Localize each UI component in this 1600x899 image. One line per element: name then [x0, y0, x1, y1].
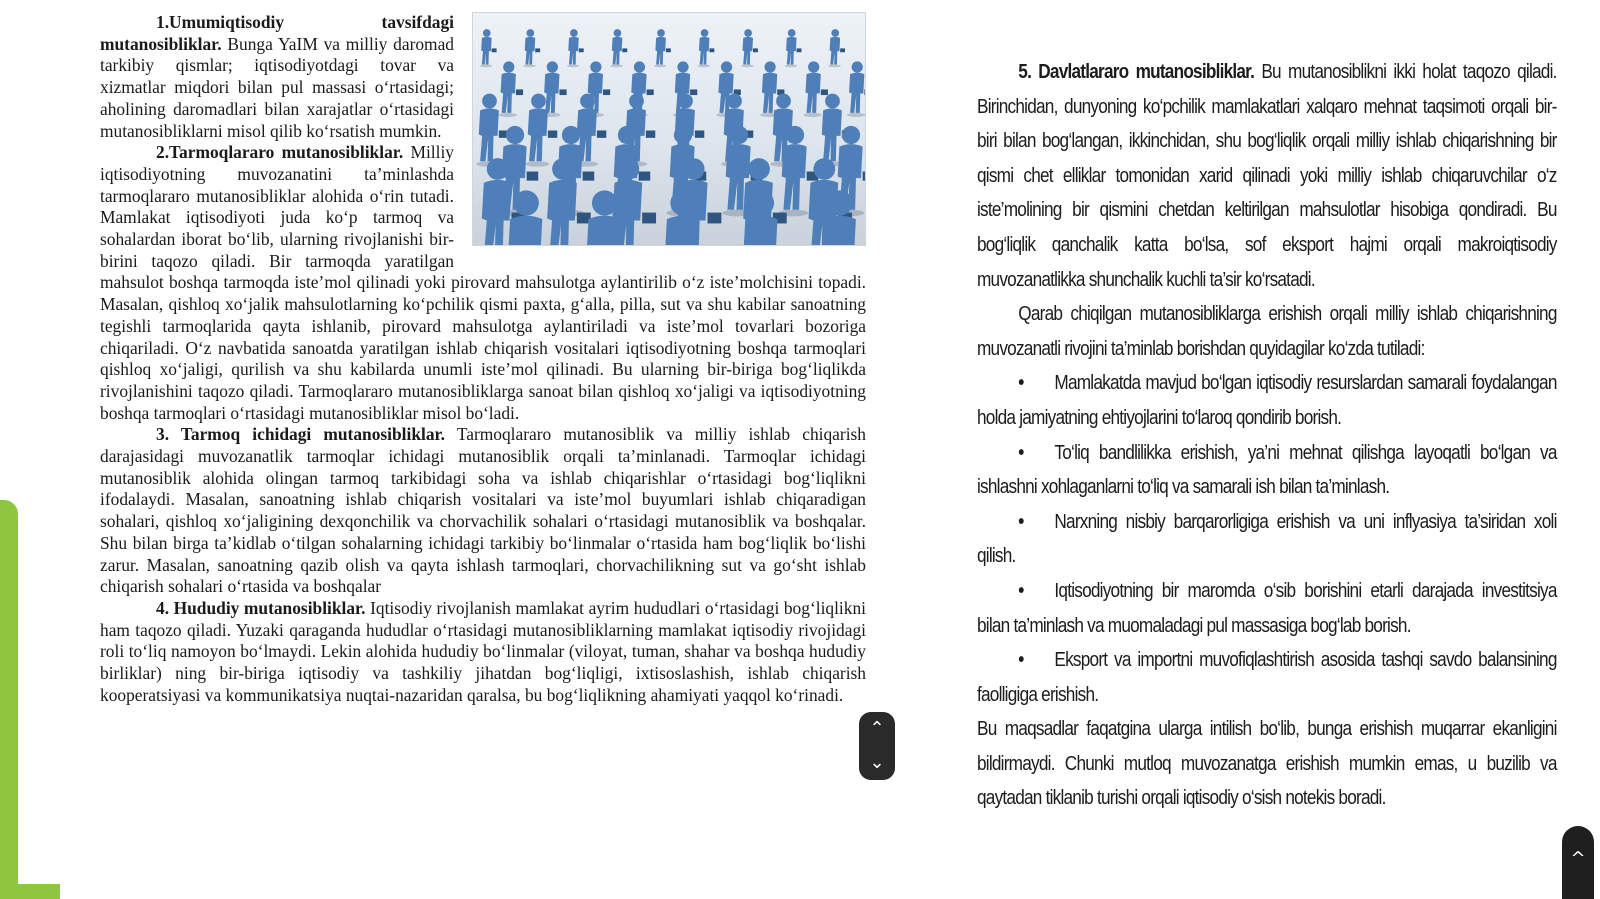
left-page: [100, 12, 866, 892]
green-bottom-bar: [0, 884, 60, 899]
bullet-icon: •: [1018, 441, 1024, 464]
goal-item: [977, 436, 1557, 505]
bullet-icon: •: [1018, 649, 1024, 672]
goal-item-text: To‘liq bandlilikka erishish, ya’ni mehnat qilishga layoqatli bo‘lgan va ishlashni xohlaganlarni to‘liq va samarali ish bilan ta’minlash.: [977, 441, 1557, 499]
section-4-text: Iqtisodiy rivojlanish mamlakat ayrim hududlari o‘rtasidagi bog‘liqlikni ham taqozo qiladi. Yuzaki qaraganda hududlar o‘rtasidagi mutanosibliklarning mamlakat iqtisodiy rivojidagi roli to‘liq namoyon bo‘lmaydi. Lekin alohida hududiy bo‘linmalar (viloyat, tuman, shahar va boshqa hududiy birliklar) ning bir-biriga iqtisodiy va tashkiliy jihatdan bog‘liqligi, ixtisoslashish, ishlab chiqarish kooperatsiyasi va kommunikatsiya nuqtai-nazaridan qaralsa, bu bog‘liqlikning ahamiyati yaqqol ko‘rinadi.: [100, 597, 866, 705]
section-3-paragraph: [100, 424, 866, 598]
section-5-text: Bu mutanosiblikni ikki holat taqozo qiladi. Birinchidan, dunyoning ko‘pchilik mamlakatlari xalqaro mehnat taqsimoti orqali bir-biri bilan bog‘langan, ikkinchidan, shu bog‘liqlik orqali milliy ishlab chiqarishning bir qismi chet elliklar tomonidan xarid qilinadi yoki milliy ishlab chiqaruvchilar o‘z iste’molining bir qismini chetdan keltirilgan mahsulotlar hisobiga qondiradi. Bu bog‘liqlik qanchalik katta bo‘lsa, sof eksport hajmi orqali makroiqtisodiy muvozanatlikka shunchalik kuchli ta’sir ko‘rsatadi.: [977, 61, 1557, 291]
bullet-icon: •: [1018, 372, 1024, 395]
section-1-text: Bunga YaIM va milliy daromad tarkibiy qismlar; iqtisodiyotdagi tovar va xizmatlar miqdori bilan pul massasi o‘rtasidagi; aholining daromadlari bilan xarajatlar o‘rtasidagi mutanosibliklarni misol qilib ko‘rsatish mumkin.: [100, 33, 454, 141]
chevron-down-icon[interactable]: ⌄: [869, 752, 885, 773]
goal-item-text: Mamlakatda mavjud bo‘lgan iqtisodiy resurslardan samarali foydalangan holda jamiyatning ehtiyojlarini to‘laroq qondirib borish.: [977, 372, 1557, 429]
intro-paragraph: Qarab chiqilgan mutanosibliklarga erishish orqali milliy ishlab chiqarishning muvozanatli rivojini ta’minlab borishdan quyidagilar ko‘zda tutiladi:: [977, 303, 1557, 360]
goal-item: [977, 505, 1557, 574]
caret-up-icon: ^: [1570, 848, 1586, 869]
bullet-icon: •: [1018, 579, 1024, 602]
goal-item: [977, 366, 1557, 435]
goal-item: [977, 643, 1557, 712]
section-4-title: 4. Hududiy mutanosibliklar.: [156, 597, 366, 618]
section-5-title: 5. Davlatlararo mutanosibliklar.: [1018, 61, 1255, 83]
section-4-paragraph: [100, 598, 866, 707]
goal-item-text: Narxning nisbiy barqarorligiga erishish va uni inflyasiya ta’siridan xoli qilish.: [977, 510, 1557, 568]
green-accent-bar: [0, 500, 18, 885]
goal-item-text: Eksport va importni muvofiqlashtirish asosida tashqi savdo balansining faolligiga erishish.: [977, 649, 1557, 706]
section-2-text: Milliy iqtisodiyotning muvozanatini ta’minlashda tarmoqlararo mutanosibliklar alohida o‘rin tutadi. Mamlakat iqtisodiyoti juda ko‘p tarmoq va sohalardan iborat bo‘lib, ularning rivojlanishi bir-birini taqozo qiladi. Bir tarmoqda yaratilgan mahsulot boshqa tarmoqda iste’mol qilinadi yoki pirovard mahsulotga aylantirilib o‘z iste’molchisini topadi. Masalan, qishloq xo‘jalik mahsulotlarning ko‘pchilik qismi paxta, g‘alla, pilla, sut va shu kabilar sanoatning tegishli tarmoqlarida qayta ishlanib, pirovard mahsulotga aylantiriladi va iste’mol tovarlari bozoriga chiqariladi. O‘z navbatida sanoatda yaratilgan ishlab chiqarish vositalari iqtisodiyotning boshqa tarmoqlari qishloq xo‘jaligi, qurilish va shu kabilarda unumli iste’mol qilinadi. Bu ularning bir-biriga bog‘liqlikda rivojlanishini taqozo qiladi. Tarmoqlararo mutanosibliklarga sanoat bilan qishloq xo‘jaligi va iqtisodiyotning boshqa tarmoqlari o‘rtasidagi mutanosibliklar misol bo‘ladi.: [100, 142, 866, 423]
goals-list: [977, 366, 1557, 712]
page-scroll-control[interactable]: [859, 712, 895, 780]
chevron-up-icon[interactable]: ⌃: [869, 718, 885, 739]
section-3-text: Tarmoqlararo mutanosiblik va milliy ishlab chiqarish darajasidagi muvozanatlik tarmoqlar ichidagi mutanosiblik orqali ta’minlanadi. Tarmoqlar ichidagi mutanosiblik alohida olingan tarmoq tarkibidagi soha va ishlab chiqarishlar o‘rtasidagi bog‘liqlikni ifodalaydi. Masalan, sanoatning ishlab chiqarish vositalari va iste’mol buyumlari ishlab chiqaradigan sohalari, qishloq xo‘jaligining dexqonchilik va chorvachilik sohalari o‘rtasidagi mutanosiblik va boshqalar. Shu bilan birga ta’kidlab o‘tilgan sohalarning ichidagi tarkibiy bo‘linmalar o‘rtasida ham bog‘liqlik bo‘lishi zarur. Masalan, sanoatning qazib olish va qayta ishlash tarmoqlari, chorvachilikning sut va go‘sht ishlab chiqarish sohalari o‘rtasida va boshqalar: [100, 424, 866, 597]
goal-item: [977, 574, 1557, 643]
section-1-title: 1.Umumiqtisodiy tavsifdagi mutanosibliklar.: [100, 12, 454, 54]
bullet-icon: •: [1018, 510, 1024, 533]
walking-businessmen-illustration-icon: [472, 12, 866, 246]
scroll-to-top-button[interactable]: [1562, 826, 1594, 899]
section-2-title: 2.Tarmoqlararo mutanosibliklar.: [156, 142, 404, 163]
section-5-paragraph: [977, 55, 1557, 297]
goal-item-text: Iqtisodiyotning bir maromda o‘sib borishini etarli darajada investitsiya bilan ta’minlash va muomaladagi pul massasiga bog‘lab borish.: [977, 579, 1557, 637]
section-3-title: 3. Tarmoq ichidagi mutanosibliklar.: [156, 424, 445, 445]
conclusion-paragraph: Bu maqsadlar faqatgina ularga intilish bo‘lib, bunga erishish muqarrar ekanligini bildirmaydi. Chunki mutloq muvozanatga erishish mumkin emas, u buzilib va qaytadan tiklanib turishi orqali iqtisodiy o‘sish notekis boradi.: [977, 718, 1557, 810]
right-page: [977, 55, 1557, 835]
